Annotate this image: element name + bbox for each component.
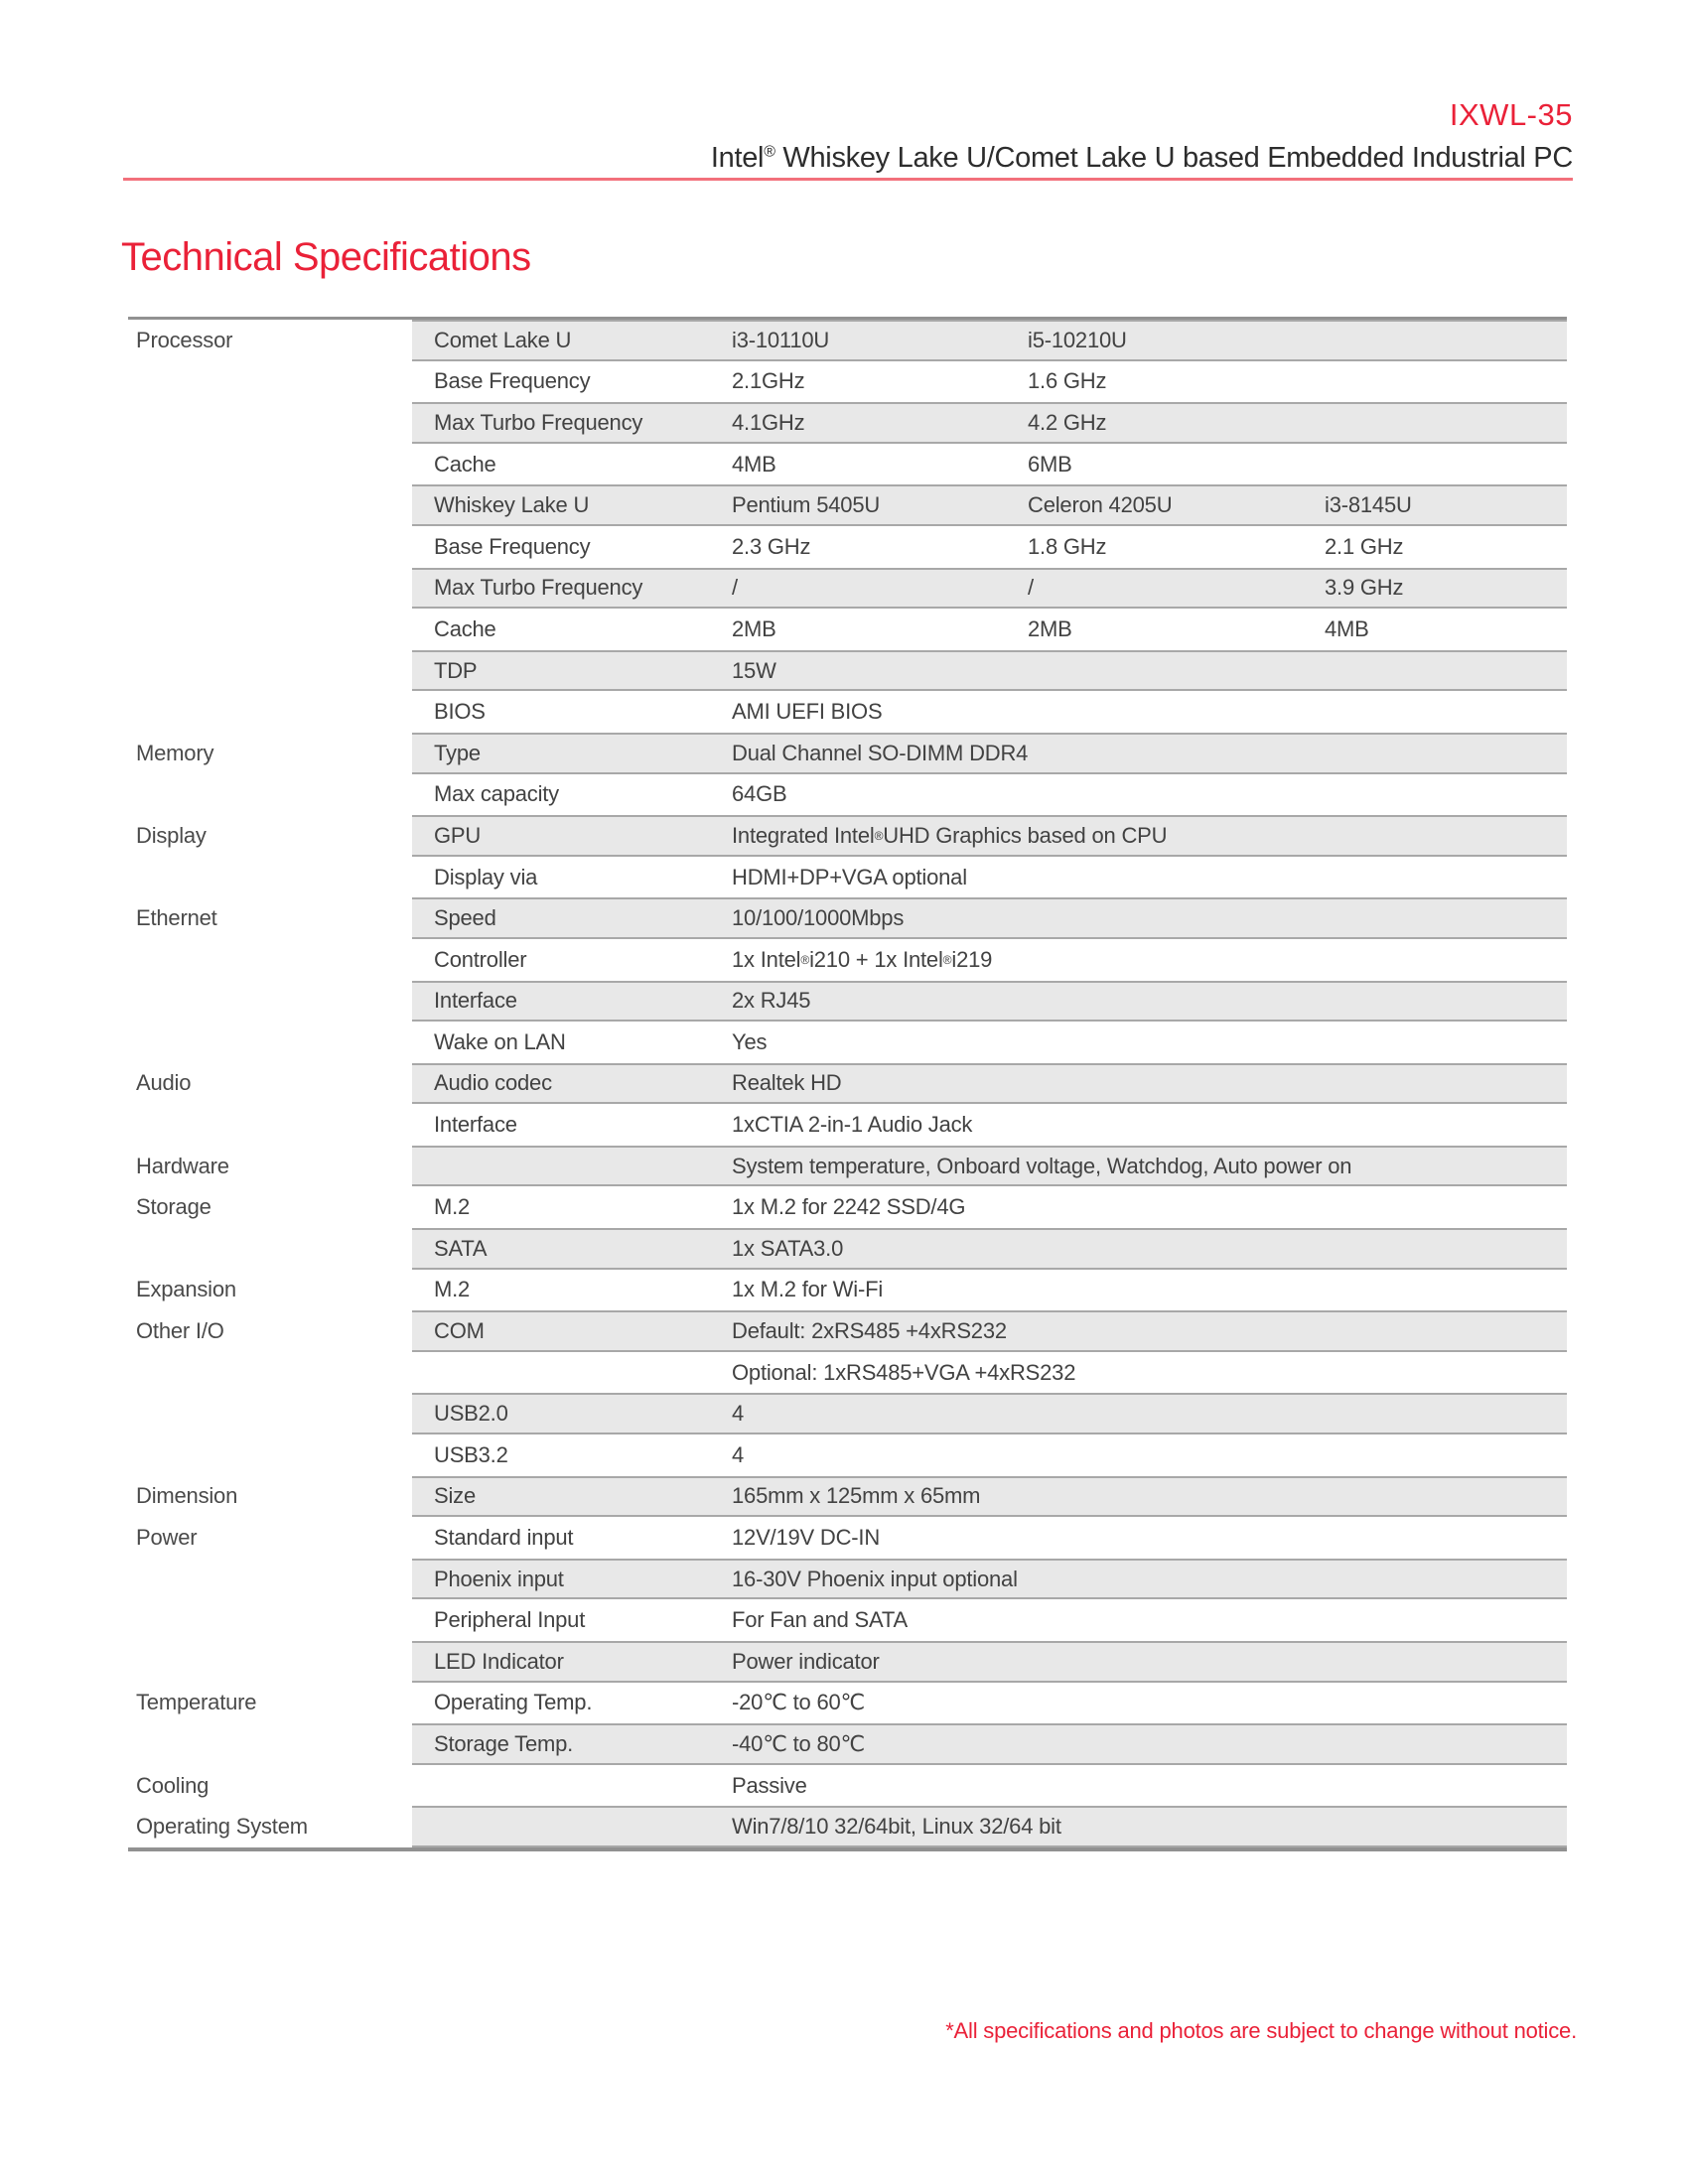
spec-category: Audio (128, 1063, 412, 1105)
model-number: IXWL-35 (1449, 97, 1573, 132)
spec-value: 2.1 GHz (1325, 533, 1404, 559)
spec-row (128, 1476, 1567, 1518)
spec-value: 2x RJ45 (732, 988, 811, 1014)
spec-value (1028, 983, 1325, 1021)
spec-value: 1xCTIA 2-in-1 Audio Jack (732, 1112, 973, 1138)
spec-value (1325, 1808, 1567, 1845)
spec-label: M.2 (434, 1194, 471, 1220)
spec-value: 2MB (732, 615, 776, 641)
spec-row-bar (412, 1146, 1567, 1187)
spec-value: 4 (732, 1441, 745, 1467)
spec-value (1028, 1599, 1325, 1641)
spec-row (128, 1022, 1567, 1063)
spec-category (128, 857, 412, 898)
spec-value: Yes (732, 1028, 768, 1054)
spec-value: For Fan and SATA (732, 1607, 908, 1633)
spec-value: 2.1GHz (732, 368, 805, 394)
spec-row (128, 609, 1567, 650)
spec-row-bar (412, 320, 1567, 361)
spec-row-bar (412, 897, 1567, 939)
spec-row (128, 857, 1567, 898)
spec-value (1325, 1186, 1567, 1228)
spec-label: Comet Lake U (434, 327, 572, 352)
spec-category (128, 1022, 412, 1063)
spec-value: i3-10110U (732, 327, 830, 352)
spec-label: Speed (434, 905, 496, 931)
spec-category (128, 402, 412, 444)
spec-label: Max capacity (434, 781, 559, 807)
spec-row (128, 402, 1567, 444)
spec-label: Whiskey Lake U (434, 492, 590, 518)
spec-row (128, 1146, 1567, 1187)
spec-row-bar (412, 1476, 1567, 1518)
spec-value (1325, 1395, 1567, 1433)
spec-value (1028, 735, 1325, 772)
spec-row (128, 1228, 1567, 1270)
spec-label (412, 1808, 732, 1845)
spec-value (1325, 1683, 1567, 1724)
spec-row (128, 939, 1567, 981)
page-title: Technical Specifications (121, 235, 531, 279)
spec-value (1325, 1312, 1567, 1350)
spec-row-bar (412, 361, 1567, 403)
spec-value (1325, 1599, 1567, 1641)
spec-row-bar (412, 1104, 1567, 1146)
spec-value: 1x SATA3.0 (732, 1235, 844, 1261)
spec-label: Phoenix input (434, 1566, 564, 1591)
spec-label: Max Turbo Frequency (434, 409, 643, 435)
spec-value (1028, 1725, 1325, 1763)
spec-label: USB2.0 (434, 1401, 508, 1427)
spec-label: Interface (434, 988, 517, 1014)
spec-category (128, 1228, 412, 1270)
spec-value: 12V/19V DC-IN (732, 1525, 881, 1551)
spec-label: Controller (434, 946, 527, 972)
spec-value: 1x Intel ® i210 + 1x Intel ® i219 (732, 946, 993, 972)
spec-row-bar (412, 444, 1567, 485)
spec-row-bar (412, 774, 1567, 816)
spec-row (128, 1063, 1567, 1105)
spec-label: Display via (434, 864, 538, 889)
spec-row-bar (412, 1186, 1567, 1228)
spec-category (128, 609, 412, 650)
spec-value: 1x M.2 for 2242 SSD/4G (732, 1194, 966, 1220)
spec-row (128, 568, 1567, 610)
spec-category (128, 691, 412, 733)
spec-value (1028, 1104, 1325, 1146)
spec-value (1028, 1270, 1325, 1311)
spec-value (1028, 1148, 1325, 1185)
spec-category (128, 1104, 412, 1146)
spec-value: 64GB (732, 781, 787, 807)
spec-value (1028, 1561, 1325, 1598)
spec-value (1325, 1725, 1567, 1763)
spec-row-bar (412, 815, 1567, 857)
spec-label: SATA (434, 1235, 488, 1261)
spec-label (412, 1765, 732, 1807)
spec-value: 4.2 GHz (1028, 409, 1107, 435)
spec-label: Max Turbo Frequency (434, 575, 643, 601)
spec-label: Size (434, 1483, 476, 1509)
spec-value (1028, 817, 1325, 855)
spec-value: HDMI+DP+VGA optional (732, 864, 967, 889)
spec-category: Dimension (128, 1476, 412, 1518)
spec-category: Hardware (128, 1146, 412, 1187)
spec-value (1325, 1643, 1567, 1681)
spec-category: Operating System (128, 1806, 412, 1847)
spec-row (128, 1393, 1567, 1434)
spec-label (412, 1352, 732, 1394)
spec-category: Memory (128, 733, 412, 774)
spec-value (1325, 774, 1567, 816)
spec-row-bar (412, 1434, 1567, 1476)
spec-value: 4MB (1325, 615, 1369, 641)
spec-category (128, 526, 412, 568)
spec-row (128, 320, 1567, 361)
spec-row (128, 1599, 1567, 1641)
spec-value (1028, 1352, 1325, 1394)
spec-row (128, 1517, 1567, 1559)
spec-value: System temperature, Onboard voltage, Watchdog, Auto power on (732, 1153, 1352, 1178)
spec-row (128, 981, 1567, 1023)
spec-row (128, 650, 1567, 692)
spec-value (1325, 1022, 1567, 1063)
spec-value: Pentium 5405U (732, 492, 881, 518)
spec-value (1325, 1434, 1567, 1476)
spec-value (1325, 1065, 1567, 1103)
spec-value (1325, 735, 1567, 772)
spec-value (1325, 444, 1567, 485)
spec-category (128, 981, 412, 1023)
spec-value: 2MB (1028, 615, 1072, 641)
spec-row-bar (412, 733, 1567, 774)
spec-category (128, 444, 412, 485)
spec-label: Type (434, 740, 481, 765)
spec-value (1028, 691, 1325, 733)
spec-row (128, 815, 1567, 857)
spec-value (1028, 1683, 1325, 1724)
spec-label: USB3.2 (434, 1441, 508, 1467)
spec-category: Cooling (128, 1765, 412, 1807)
spec-value (1028, 774, 1325, 816)
spec-category (128, 1599, 412, 1641)
spec-value: 4 (732, 1401, 745, 1427)
spec-label: TDP (434, 657, 478, 683)
spec-label: Interface (434, 1112, 517, 1138)
spec-value (1028, 1643, 1325, 1681)
spec-category (128, 939, 412, 981)
spec-value (1028, 1022, 1325, 1063)
spec-value: / (732, 575, 738, 601)
spec-value: 1x M.2 for Wi-Fi (732, 1277, 884, 1302)
spec-label (412, 1148, 732, 1185)
spec-value (1028, 652, 1325, 690)
spec-row (128, 1683, 1567, 1724)
spec-row (128, 1765, 1567, 1807)
spec-category (128, 568, 412, 610)
spec-value (1325, 1517, 1567, 1559)
spec-row-bar (412, 526, 1567, 568)
spec-row-bar (412, 1517, 1567, 1559)
spec-label: Base Frequency (434, 533, 591, 559)
spec-value: i5-10210U (1028, 327, 1127, 352)
spec-label: LED Indicator (434, 1648, 564, 1674)
header-subtitle: Intel® Whiskey Lake U/Comet Lake U based Embedded Industrial PC (710, 142, 1573, 174)
spec-value (1325, 1352, 1567, 1394)
spec-value (1028, 1765, 1325, 1807)
spec-category (128, 1641, 412, 1683)
spec-value (1325, 361, 1567, 403)
spec-row (128, 733, 1567, 774)
spec-value (1325, 1270, 1567, 1311)
spec-value (1325, 1148, 1567, 1185)
spec-row (128, 484, 1567, 526)
spec-row (128, 1723, 1567, 1765)
spec-value: 1.8 GHz (1028, 533, 1107, 559)
spec-value: Win7/8/10 32/64bit, Linux 32/64 bit (732, 1814, 1061, 1840)
spec-value: 6MB (1028, 451, 1072, 477)
spec-value (1325, 983, 1567, 1021)
spec-value (1028, 1478, 1325, 1516)
spec-row-bar (412, 1806, 1567, 1847)
spec-label: GPU (434, 822, 482, 848)
spec-value: 3.9 GHz (1325, 575, 1404, 601)
spec-row (128, 1310, 1567, 1352)
spec-value (1028, 1517, 1325, 1559)
spec-row-bar (412, 857, 1567, 898)
spec-value: Optional: 1xRS485+VGA +4xRS232 (732, 1359, 1076, 1385)
spec-row-bar (412, 402, 1567, 444)
spec-value (1325, 1230, 1567, 1268)
spec-label: Wake on LAN (434, 1028, 566, 1054)
spec-value (1325, 857, 1567, 898)
spec-value: Integrated Intel ® UHD Graphics based on CPU (732, 822, 1168, 848)
spec-row-bar (412, 1765, 1567, 1807)
spec-row (128, 526, 1567, 568)
spec-category: Power (128, 1517, 412, 1559)
spec-row-bar (412, 1228, 1567, 1270)
spec-value (1325, 691, 1567, 733)
spec-label: Operating Temp. (434, 1690, 593, 1715)
spec-category: Storage (128, 1186, 412, 1228)
spec-row-bar (412, 981, 1567, 1023)
spec-value: 15W (732, 657, 776, 683)
spec-value: 10/100/1000Mbps (732, 905, 905, 931)
footnote: *All specifications and photos are subject to change without notice. (945, 2018, 1577, 2043)
spec-value (1028, 899, 1325, 937)
spec-value (1028, 1065, 1325, 1103)
spec-category: Other I/O (128, 1310, 412, 1352)
header-rule (123, 178, 1573, 181)
spec-category: Processor (128, 320, 412, 361)
spec-value: 16-30V Phoenix input optional (732, 1566, 1018, 1591)
spec-value (1325, 404, 1567, 442)
spec-value (1028, 1808, 1325, 1845)
spec-value (1325, 1478, 1567, 1516)
spec-category (128, 1559, 412, 1600)
spec-category (128, 774, 412, 816)
spec-table (128, 317, 1567, 1851)
spec-value: -20℃ to 60℃ (732, 1690, 866, 1715)
spec-row-bar (412, 1559, 1567, 1600)
document-header (711, 98, 1573, 174)
spec-value (1325, 899, 1567, 937)
spec-value: 4.1GHz (732, 409, 805, 435)
spec-category (128, 361, 412, 403)
spec-value (1028, 1434, 1325, 1476)
spec-row (128, 1434, 1567, 1476)
spec-category (128, 1393, 412, 1434)
spec-label: Cache (434, 451, 496, 477)
spec-label: Peripheral Input (434, 1607, 586, 1633)
spec-row (128, 1104, 1567, 1146)
spec-value: 2.3 GHz (732, 533, 811, 559)
spec-value (1028, 939, 1325, 981)
spec-value (1325, 1765, 1567, 1807)
spec-value: Celeron 4205U (1028, 492, 1173, 518)
spec-category (128, 1352, 412, 1394)
spec-label: COM (434, 1318, 485, 1344)
spec-label: BIOS (434, 699, 486, 725)
spec-row-bar (412, 1599, 1567, 1641)
spec-row (128, 1806, 1567, 1847)
spec-category: Temperature (128, 1683, 412, 1724)
spec-row-bar (412, 939, 1567, 981)
spec-value: Passive (732, 1772, 807, 1798)
spec-row-bar (412, 691, 1567, 733)
spec-row (128, 1352, 1567, 1394)
spec-value: -40℃ to 80℃ (732, 1730, 866, 1756)
spec-category: Ethernet (128, 897, 412, 939)
spec-label: Storage Temp. (434, 1730, 574, 1756)
spec-row-bar (412, 609, 1567, 650)
spec-label: Standard input (434, 1525, 574, 1551)
spec-row-bar (412, 1022, 1567, 1063)
spec-row (128, 774, 1567, 816)
spec-category (128, 1434, 412, 1476)
spec-value: Dual Channel SO-DIMM DDR4 (732, 740, 1029, 765)
spec-value: 165mm x 125mm x 65mm (732, 1483, 981, 1509)
spec-value (1028, 1395, 1325, 1433)
spec-value: AMI UEFI BIOS (732, 699, 883, 725)
spec-category: Expansion (128, 1270, 412, 1311)
spec-value: Realtek HD (732, 1070, 842, 1096)
spec-row-bar (412, 650, 1567, 692)
spec-value (1028, 1186, 1325, 1228)
spec-row (128, 444, 1567, 485)
spec-label: Cache (434, 615, 496, 641)
spec-value (1325, 1561, 1567, 1598)
spec-row (128, 691, 1567, 733)
spec-value (1028, 1230, 1325, 1268)
spec-row-bar (412, 1352, 1567, 1394)
spec-value (1325, 939, 1567, 981)
spec-value: 4MB (732, 451, 776, 477)
spec-value (1325, 322, 1567, 359)
spec-row (128, 1559, 1567, 1600)
spec-value (1028, 857, 1325, 898)
spec-value (1325, 1104, 1567, 1146)
spec-value: i3-8145U (1325, 492, 1412, 518)
spec-category (128, 484, 412, 526)
spec-row (128, 1270, 1567, 1311)
spec-label: Base Frequency (434, 368, 591, 394)
spec-row-bar (412, 1270, 1567, 1311)
spec-row-bar (412, 568, 1567, 610)
spec-value: Power indicator (732, 1648, 880, 1674)
spec-row (128, 897, 1567, 939)
spec-value (1325, 652, 1567, 690)
spec-row-bar (412, 1641, 1567, 1683)
spec-value: / (1028, 575, 1034, 601)
spec-row-bar (412, 1063, 1567, 1105)
spec-category (128, 1723, 412, 1765)
spec-row-bar (412, 1310, 1567, 1352)
spec-row-bar (412, 1683, 1567, 1724)
spec-value: Default: 2xRS485 +4xRS232 (732, 1318, 1007, 1344)
spec-category (128, 650, 412, 692)
spec-value: 1.6 GHz (1028, 368, 1107, 394)
spec-value (1325, 817, 1567, 855)
spec-row (128, 1641, 1567, 1683)
spec-label: M.2 (434, 1277, 471, 1302)
spec-row-bar (412, 484, 1567, 526)
spec-row (128, 1186, 1567, 1228)
spec-label: Audio codec (434, 1070, 552, 1096)
spec-value (1028, 1312, 1325, 1350)
spec-row-bar (412, 1393, 1567, 1434)
spec-row (128, 361, 1567, 403)
spec-row-bar (412, 1723, 1567, 1765)
spec-category: Display (128, 815, 412, 857)
